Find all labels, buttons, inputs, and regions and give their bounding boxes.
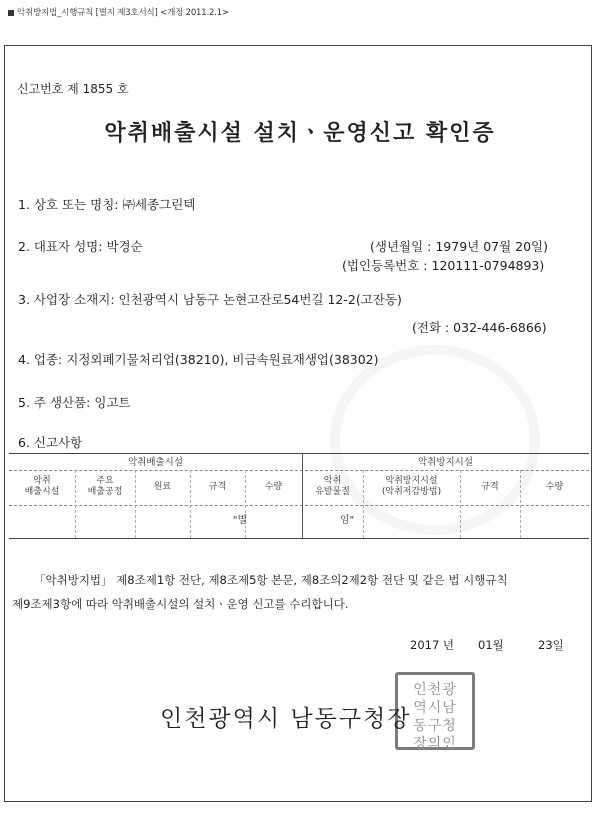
date-month: 01월 (478, 638, 504, 652)
col-header-substance: 악취 유발물질 (315, 476, 350, 497)
report-number: 신고번호 제 1855 호 (17, 82, 129, 96)
company-name: ㈜세종그린텍 (122, 197, 196, 212)
col-header-spec-left: 규격 (208, 482, 227, 492)
official-seal: 인천광역시남동구청장의인 (395, 672, 475, 750)
item-4: 4. 업종: 지정외폐기물처리업(38210), 비금속원료재생업(38302) (18, 352, 379, 367)
item-3: 3. 사업장 소재지: 인천광역시 남동구 논현고잔로54번길 12-2(고잔동) (18, 292, 402, 307)
watermark (330, 345, 540, 535)
col-header-qty-left: 수량 (264, 482, 283, 492)
item-2: 2. 대표자 성명: 박경순 (18, 239, 143, 254)
item-5: 5. 주 생산품: 잉고트 (18, 395, 131, 410)
date-year: 2017 년 (410, 638, 455, 652)
birth-date: (생년월일 : 1979년 07월 20일) (370, 239, 549, 254)
col-header-facility: 악취 배출시설 (24, 476, 60, 497)
phone-number: (전화 : 032-446-6866) (412, 320, 547, 335)
col-header-spec-right: 규격 (481, 482, 499, 492)
business-address: 인천광역시 남동구 논현고잔로54번길 12-2(고잔동) (118, 292, 402, 307)
body-line-1: 「악취방지법」 제8조제1항 전단, 제8조제5항 본문, 제8조의2제2항 전단 및 같은 법 시행규칙 (34, 573, 508, 587)
industry: 지정외폐기물처리업(38210), 비금속원료재생업(38302) (66, 352, 379, 367)
row-attachment-left: "별 (232, 515, 248, 526)
col-header-material: 원료 (153, 482, 172, 492)
group-right-header: 악취방지시설 (417, 457, 474, 468)
row-attachment-right: 임" (339, 515, 355, 526)
date-day: 23일 (538, 638, 564, 652)
item-6: 6. 신고사항 (18, 435, 83, 450)
group-left-header: 악취배출시설 (127, 457, 184, 468)
corp-reg-number: (법인등록번호 : 120111-0794893) (342, 258, 545, 273)
representative-name: 박경순 (106, 239, 143, 254)
body-line-2: 제9조제3항에 따라 악취배출시설의 설치ㆍ운영 신고를 수리합니다. (12, 597, 349, 611)
main-product: 잉고트 (94, 395, 131, 410)
document-title: 악취배출시설 설치ㆍ운영신고 확인증 (104, 121, 496, 146)
item-1: 1. 상호 또는 명칭: ㈜세종그린텍 (18, 197, 196, 212)
col-header-prevention: 악취방지시설 (악취저감방법) (381, 476, 442, 497)
col-header-qty-right: 수량 (545, 482, 564, 492)
col-header-process: 주요 배출공정 (87, 476, 123, 497)
issuer-name: 인천광역시 남동구청장 (160, 706, 412, 732)
form-header: 악취방지법_시행규칙 [별지 제3호서식] <개정 2011.2.1> (8, 6, 229, 18)
